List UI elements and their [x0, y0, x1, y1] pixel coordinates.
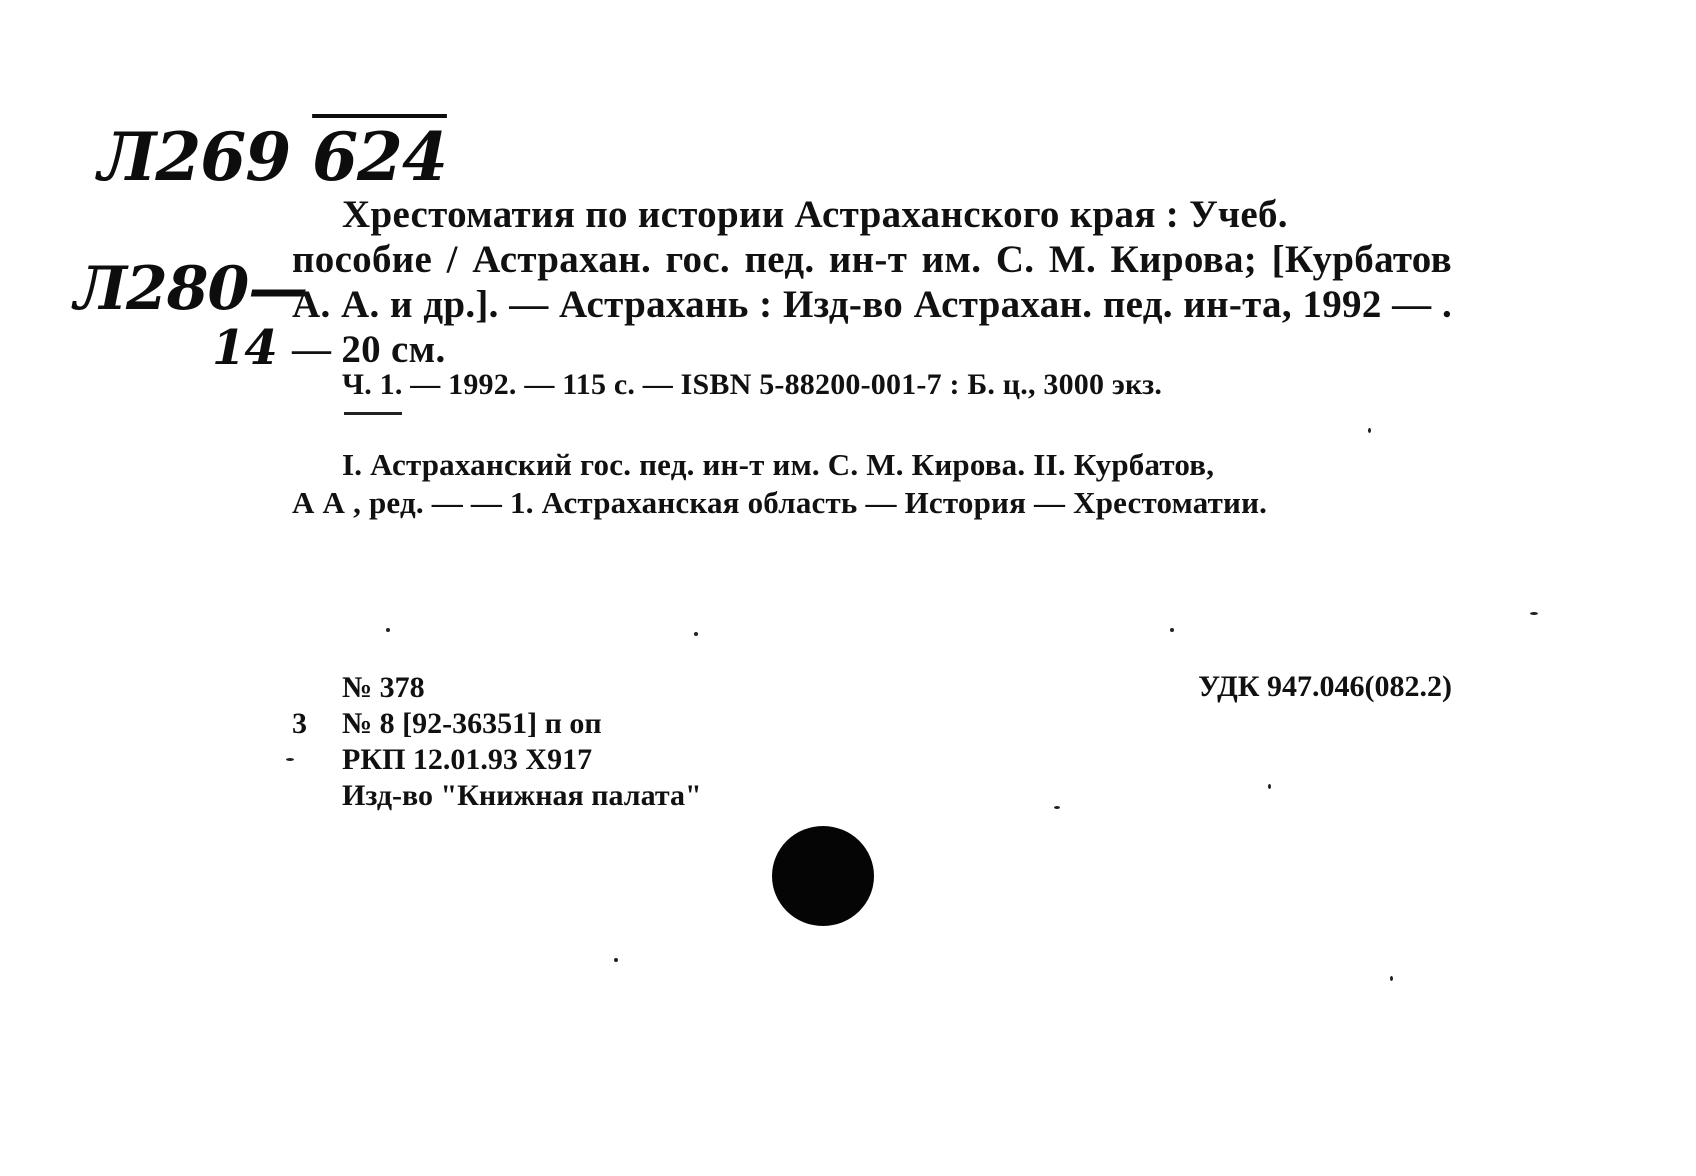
- tracing-block: [292, 446, 1452, 522]
- order-number: № 8 [92-36351] п оп: [342, 707, 602, 740]
- udk-code: УДК 947.046(082.2): [1198, 670, 1452, 703]
- tracing-line: I. Астраханский гос. пед. ин-т им. С. М. Кирова. II. Курбатов,: [342, 447, 1215, 482]
- order-row: [292, 706, 702, 742]
- call-number-suffix: 624: [312, 118, 447, 196]
- card-number: № 378: [342, 671, 425, 704]
- volume-underline: [344, 412, 402, 415]
- ink-speck: [1390, 976, 1393, 981]
- imprint-block: [292, 670, 702, 814]
- call-number-prefix: Л269: [98, 118, 291, 196]
- order-prefix: 3: [292, 707, 307, 740]
- volume-line: Ч. 1. — 1992. — 115 с. — ISBN 5-88200-001-7 : Б. ц., 3000 экз.: [342, 368, 1163, 401]
- rkp-line: РКП 12.01.93 Х917: [342, 743, 593, 776]
- publisher-line: Изд-во "Книжная палата": [342, 779, 702, 812]
- tracing-body: А А , ред. — — 1. Астраханская область — История — Хрестоматии.: [292, 485, 1268, 520]
- handwritten-inventory-mark-line2: 14: [212, 320, 277, 376]
- ink-speck: [1054, 806, 1060, 809]
- ink-speck: [286, 758, 294, 761]
- ink-speck: [614, 958, 618, 962]
- ink-speck: [694, 632, 698, 636]
- handwritten-call-number: [98, 118, 447, 196]
- ink-speck: [1530, 612, 1538, 615]
- ink-speck: [1170, 628, 1174, 632]
- punch-hole: [772, 826, 874, 926]
- ink-speck: [386, 628, 390, 632]
- title-line: Хрестоматия по истории Астраханского края : Учеб.: [342, 193, 1288, 236]
- ink-speck: [1368, 428, 1371, 433]
- handwritten-inventory-mark: Л280—: [74, 254, 308, 324]
- description-body: пособие / Астрахан. гос. пед. ин-т им. С. М. Кирова; [Курбатов А. А. и др.]. — Астрахань : Изд-во Астрахан. пед. ин-та, 1992 — . — 20 см.: [292, 238, 1452, 371]
- bibliographic-description: [292, 192, 1452, 372]
- ink-speck: [1268, 784, 1271, 789]
